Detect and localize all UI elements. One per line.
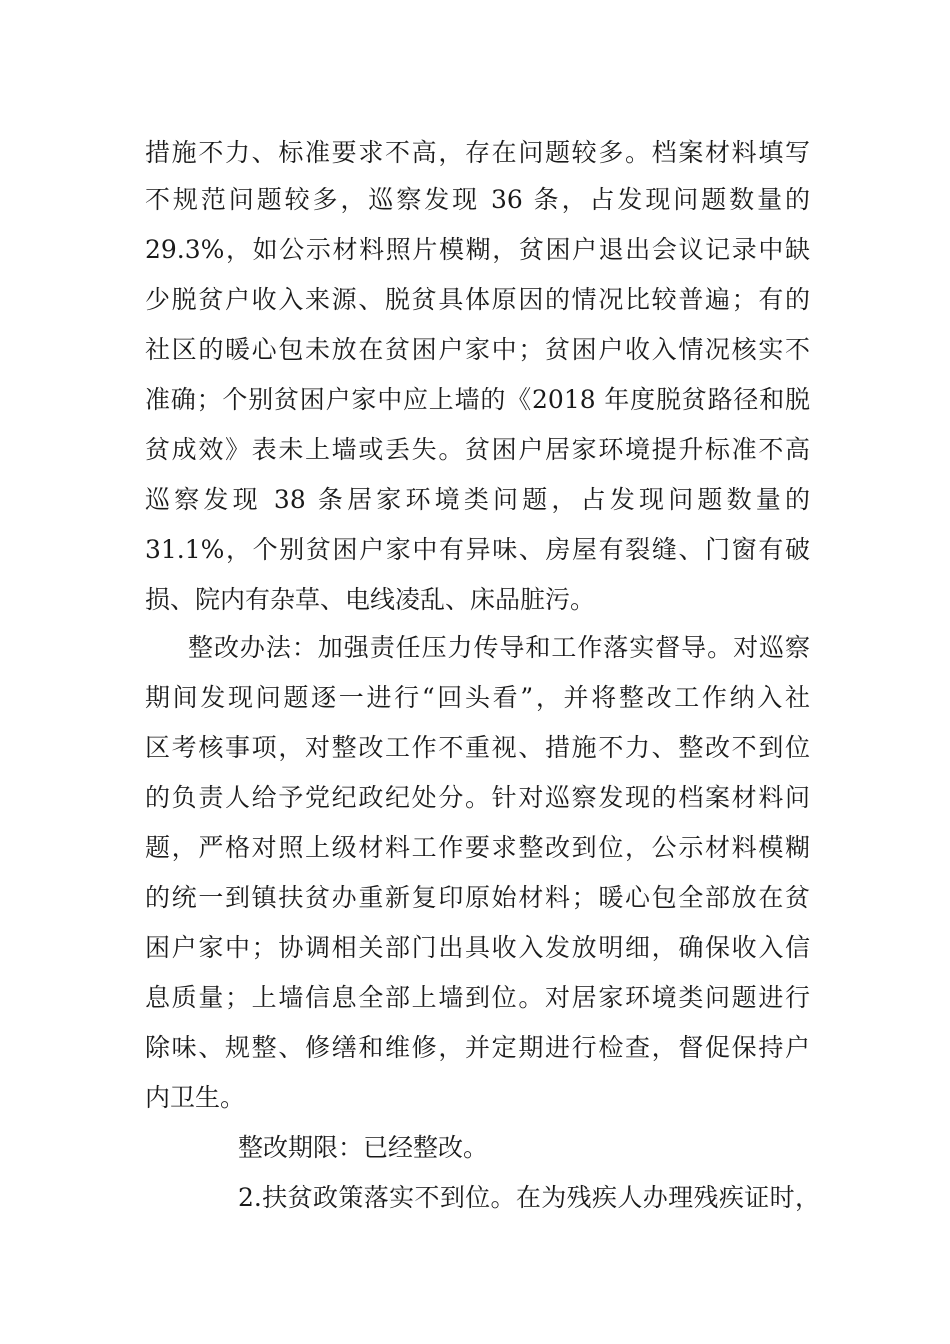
paragraph-line: 2.扶贫政策落实不到位。在为残疾人办理残疾证时， [238, 1183, 820, 1212]
paragraph-line: 息质量；上墙信息全部上墙到位。对居家环境类问题进行 [145, 983, 810, 1012]
paragraph-line: 期间发现问题逐一进行“回头看”，并将整改工作纳入社 [145, 683, 810, 712]
paragraph-line: 准确；个别贫困户家中应上墙的《2018 年度脱贫路径和脱 [145, 385, 810, 414]
paragraph-line: 的负责人给予党纪政纪处分。针对巡察发现的档案材料问 [145, 783, 810, 812]
paragraph-line: 区考核事项，对整改工作不重视、措施不力、整改不到位 [145, 733, 810, 762]
paragraph-line: 题，严格对照上级材料工作要求整改到位，公示材料模糊 [145, 833, 810, 862]
paragraph-line: 巡察发现 38 条居家环境类问题，占发现问题数量的 [145, 485, 810, 514]
paragraph-line: 困户家中；协调相关部门出具收入发放明细，确保收入信 [145, 933, 810, 962]
paragraph-line: 少脱贫户收入来源、脱贫具体原因的情况比较普遍；有的 [145, 285, 810, 314]
paragraph-line: 损、院内有杂草、电线凌乱、床品脏污。 [145, 585, 596, 614]
paragraph-line: 的统一到镇扶贫办重新复印原始材料；暖心包全部放在贫 [145, 883, 810, 912]
paragraph-line: 整改期限：已经整改。 [238, 1133, 489, 1162]
paragraph-line: 31.1%，个别贫困户家中有异味、房屋有裂缝、门窗有破 [145, 535, 810, 564]
paragraph-line: 整改办法：加强责任压力传导和工作落实督导。对巡察 [188, 633, 810, 662]
paragraph-line: 社区的暖心包未放在贫困户家中；贫困户收入情况核实不 [145, 335, 810, 364]
paragraph-line: 不规范问题较多，巡察发现 36 条，占发现问题数量的 [145, 185, 810, 214]
paragraph-line: 措施不力、标准要求不高，存在问题较多。档案材料填写 [145, 138, 810, 167]
paragraph-line: 除味、规整、修缮和维修，并定期进行检查，督促保持户 [145, 1033, 810, 1062]
paragraph-line: 29.3%，如公示材料照片模糊，贫困户退出会议记录中缺 [145, 235, 810, 264]
paragraph-line: 贫成效》表未上墙或丢失。贫困户居家环境提升标准不高 [145, 435, 810, 464]
paragraph-line: 内卫生。 [145, 1083, 246, 1112]
